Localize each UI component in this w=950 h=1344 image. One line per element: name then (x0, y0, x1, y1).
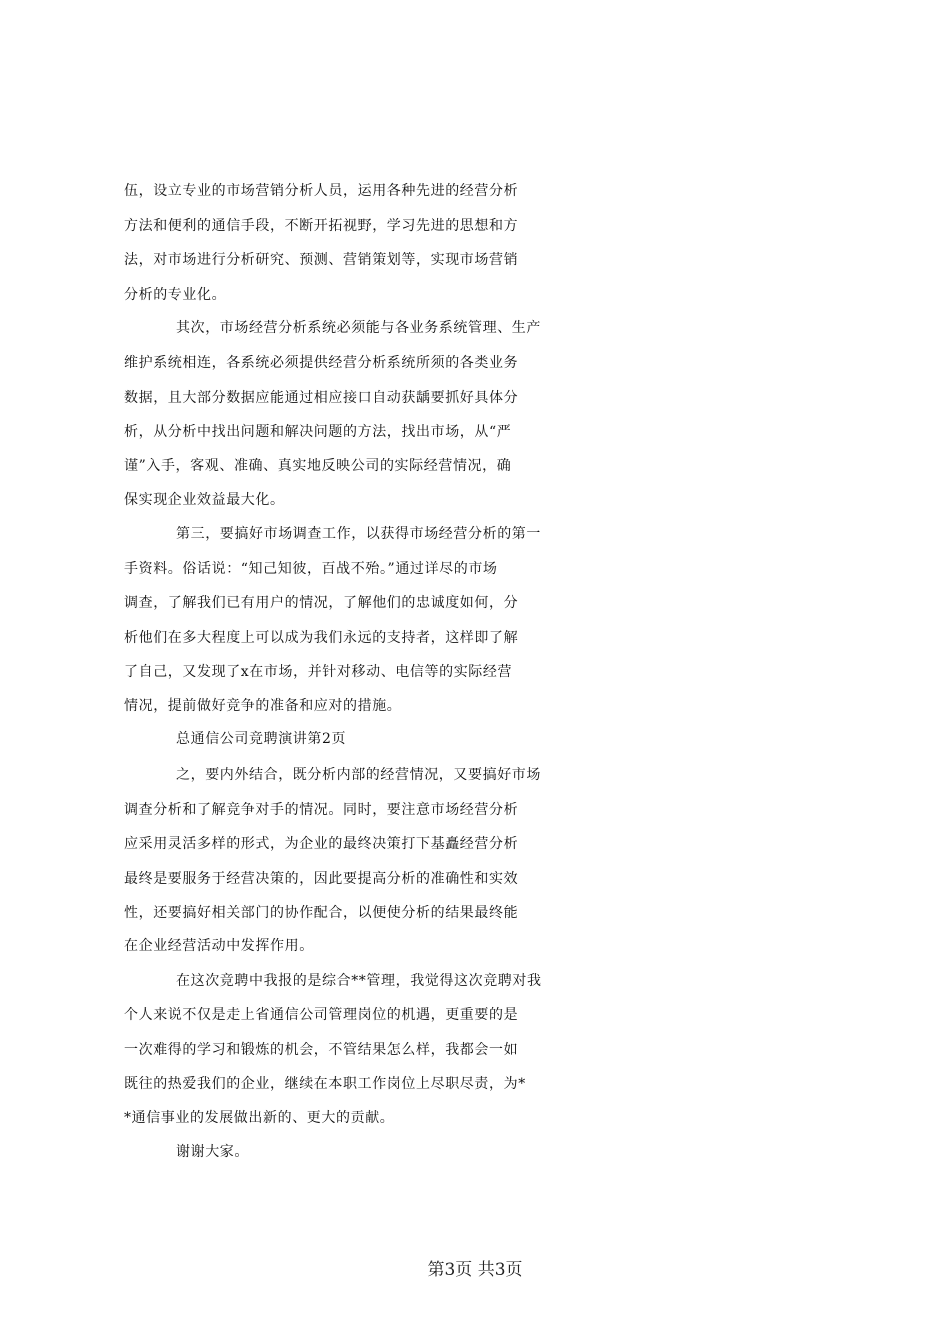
text-line: 在企业经营活动中发挥作用。 (124, 938, 314, 954)
text-line: 分析的专业化。 (124, 287, 227, 303)
text-line: 析，从分析中找出问题和解决问题的方法，找出市场，从“严 (124, 424, 512, 440)
text-line: 总通信公司竞聘演讲第2页 (176, 731, 347, 747)
text-line: 一次难得的学习和锻炼的机会，不管结果怎么样，我都会一如 (124, 1042, 519, 1058)
text-line: 法，对市场进行分析研究、预测、营销策划等，实现市场营销 (124, 252, 519, 268)
text-line: 手资料。俗话说：“知己知彼，百战不殆。”通过详尽的市场 (124, 561, 498, 577)
text-line: 既往的热爱我们的企业，继续在本职工作岗位上尽职尽责，为* (124, 1076, 526, 1092)
text-line: 应采用灵活多样的形式，为企业的最终决策打下基矗经营分析 (124, 836, 519, 852)
text-line: 维护系统相连，各系统必须提供经营分析系统所须的各类业务 (124, 355, 519, 371)
text-line: 保实现企业效益最大化。 (124, 492, 285, 508)
text-line: 之，要内外结合，既分析内部的经营情况，又要搞好市场 (176, 767, 541, 783)
text-line: 谨”入手，客观、准确、真实地反映公司的实际经营情况，确 (124, 458, 512, 474)
page-number-footer: 第3页 共3页 (427, 1260, 523, 1280)
text-line: 方法和便利的通信手段，不断开拓视野，学习先进的思想和方 (124, 218, 519, 234)
text-line: 情况，提前做好竞争的准备和应对的措施。 (124, 698, 402, 714)
text-line: *通信事业的发展做出新的、更大的贡献。 (124, 1110, 395, 1126)
text-line: 第三，要搞好市场调查工作，以获得市场经营分析的第一 (176, 526, 541, 542)
text-line: 谢谢大家。 (176, 1144, 249, 1160)
text-line: 性，还要搞好相关部门的协作配合，以便使分析的结果最终能 (124, 905, 519, 921)
text-line: 调查分析和了解竞争对手的情况。同时，要注意市场经营分析 (124, 802, 519, 818)
text-line: 析他们在多大程度上可以成为我们永远的支持者，这样即了解 (124, 630, 519, 646)
text-line: 最终是要服务于经营决策的，因此要提高分析的准确性和实效 (124, 871, 519, 887)
text-line: 数据，且大部分数据应能通过相应接口自动获龋要抓好具体分 (124, 390, 519, 406)
text-line: 在这次竞聘中我报的是综合**管理，我觉得这次竞聘对我 (176, 973, 542, 989)
text-line: 伍，设立专业的市场营销分析人员，运用各种先进的经营分析 (124, 183, 519, 199)
text-line: 其次，市场经营分析系统必须能与各业务系统管理、生产 (176, 320, 541, 336)
text-line: 调查，了解我们已有用户的情况，了解他们的忠诚度如何，分 (124, 595, 519, 611)
text-line: 个人来说不仅是走上省通信公司管理岗位的机遇，更重要的是 (124, 1007, 519, 1023)
text-line: 了自己，又发现了x在市场，并针对移动、电信等的实际经营 (124, 664, 513, 680)
